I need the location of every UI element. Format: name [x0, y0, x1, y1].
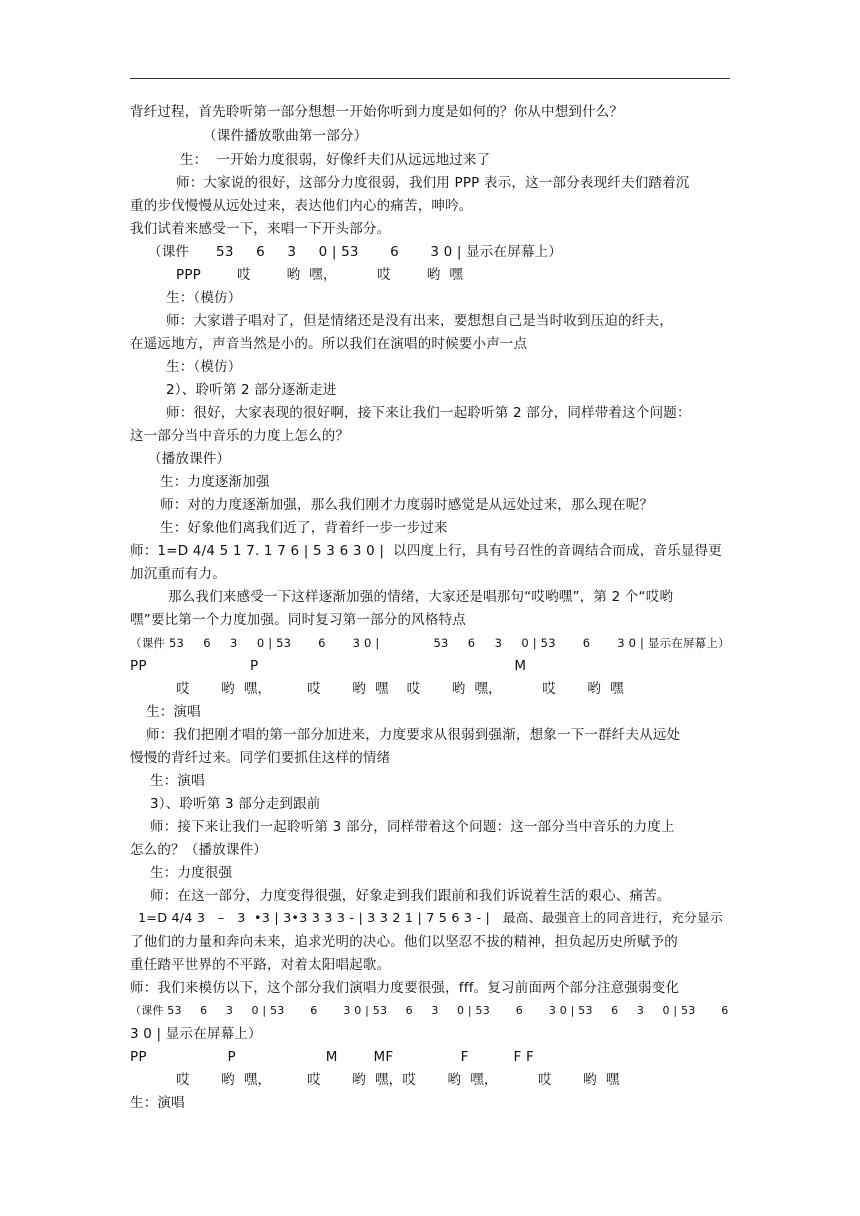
- text-line: 怎么的？（播放课件）: [130, 842, 267, 858]
- text-line: 3）、聆听第 3 部分走到跟前: [150, 796, 321, 812]
- text-line: 我们试着来感受一下，来唱一下开头部分。: [130, 221, 391, 237]
- text-line: 这一部分当中音乐的力度上怎么的？: [130, 428, 350, 444]
- text-line: 重的步伐慢慢从远处过来，表达他们内心的痛苦，呻吟。: [130, 198, 473, 214]
- text-line: （课件 53 6 3 0 | 53 6 3 0 | 53 6 3 0 | 53 6 3 0 | 显示在屏幕上）: [130, 636, 730, 650]
- text-line: 师：1=D 4/4 5 1 7. 1 7 6 | 5 3 6 3 0 | 以四度上行，具有号召性的音调结合而成，音乐显得更: [130, 543, 722, 559]
- text-line: 嘿”要比第一个力度加强。同时复习第一部分的风格特点: [130, 612, 466, 628]
- text-line: 在遥远地方，声音当然是小的。所以我们在演唱的时候要小声一点: [130, 336, 528, 352]
- text-line: 1=D 4/4 3 – 3 •3 | 3•3 3 3 3 - | 3 3 2 1 | 7 5 6 3 - | 最高、最强音上的同音进行，充分显示: [138, 911, 723, 926]
- text-line: 师：很好，大家表现的很好啊，接下来让我们一起聆听第 2 部分，同样带着这个问题：: [166, 405, 691, 421]
- text-line: 背纤过程，首先聆听第一部分想想一开始你听到力度是如何的？你从中想到什么？: [130, 104, 624, 120]
- text-line: 3 0 | 显示在屏幕上）: [130, 1026, 262, 1042]
- text-line: 重任踏平世界的不平路，对着太阳唱起歌。: [130, 957, 391, 973]
- text-line: 师：接下来让我们一起聆听第 3 部分，同样带着这个问题：这一部分当中音乐的力度上: [150, 819, 675, 835]
- text-line: 2）、聆听第 2 部分逐渐走进: [166, 382, 337, 398]
- text-line: 哎 哟 嘿， 哎 哟 嘿 哎 哟 嘿， 哎 哟 嘿: [176, 681, 624, 697]
- text-line: PPP 哎 哟 嘿， 哎 哟 嘿: [176, 267, 464, 283]
- text-line: 师：大家谱子唱对了，但是情绪还是没有出来，要想想自己是当时收到压迫的纤夫，: [166, 313, 673, 329]
- text-line: 生：力度很强: [150, 865, 233, 881]
- text-line: 师：在这一部分，力度变得很强，好象走到我们跟前和我们诉说着生活的艰心、痛苦。: [150, 888, 671, 904]
- text-line: 哎 哟 嘿， 哎 哟 嘿，哎 哟 嘿， 哎 哟 嘿: [176, 1072, 620, 1088]
- text-line: 生：（模仿）: [166, 290, 242, 306]
- text-line: PP P M MF F F F: [130, 1049, 534, 1065]
- text-line: 生：演唱: [146, 704, 201, 720]
- text-line: 生：好象他们离我们近了，背着纤一步一步过来: [160, 520, 448, 536]
- text-line: 师：我们把刚才唱的第一部分加进来，力度要求从很弱到强渐，想象一下一群纤夫从远处: [146, 727, 681, 743]
- text-line: 生：力度逐渐加强: [160, 474, 270, 490]
- text-line: （课件 53 6 3 0 | 53 6 3 0 | 53 6 3 0 | 53 6 3 0 | 53 6 3 0 | 53 6: [130, 1004, 729, 1017]
- text-line: 生：（模仿）: [166, 359, 242, 375]
- text-line: 师：大家说的很好，这部分力度很弱，我们用 PPP 表示，这一部分表现纤夫们踏着沉: [176, 175, 690, 191]
- text-line: 生：演唱: [150, 773, 205, 789]
- text-line: 生： 一开始力度很弱，好像纤夫们从远远地过来了: [180, 152, 491, 168]
- text-line: 生：演唱: [130, 1095, 185, 1111]
- text-line: 了他们的力量和奔向未来，追求光明的决心。他们以坚忍不拔的精神，担负起历史所赋予的: [130, 934, 678, 950]
- header-rule: [130, 78, 730, 79]
- text-line: 慢慢的背纤过来。同学们要抓住这样的情绪: [130, 750, 391, 766]
- text-line: 师：对的力度逐渐加强，那么我们刚才力度弱时感觉是从远处过来，那么现在呢？: [160, 497, 654, 513]
- text-line: （课件播放歌曲第一部分）: [203, 128, 368, 144]
- text-line: PP P M: [130, 658, 527, 674]
- text-line: 加沉重而有力。: [130, 566, 226, 582]
- text-line: 那么我们来感受一下这样逐渐加强的情绪，大家还是唱那句“哎哟嘿”，第 2 个“哎哟: [168, 589, 674, 605]
- text-line: 师：我们来模仿以下，这个部分我们演唱力度要很强，fff。复习前面两个部分注意强弱变化: [130, 980, 680, 996]
- text-line: （课件 53 6 3 0 | 53 6 3 0 | 显示在屏幕上）: [148, 244, 563, 260]
- text-line: （播放课件）: [148, 451, 231, 467]
